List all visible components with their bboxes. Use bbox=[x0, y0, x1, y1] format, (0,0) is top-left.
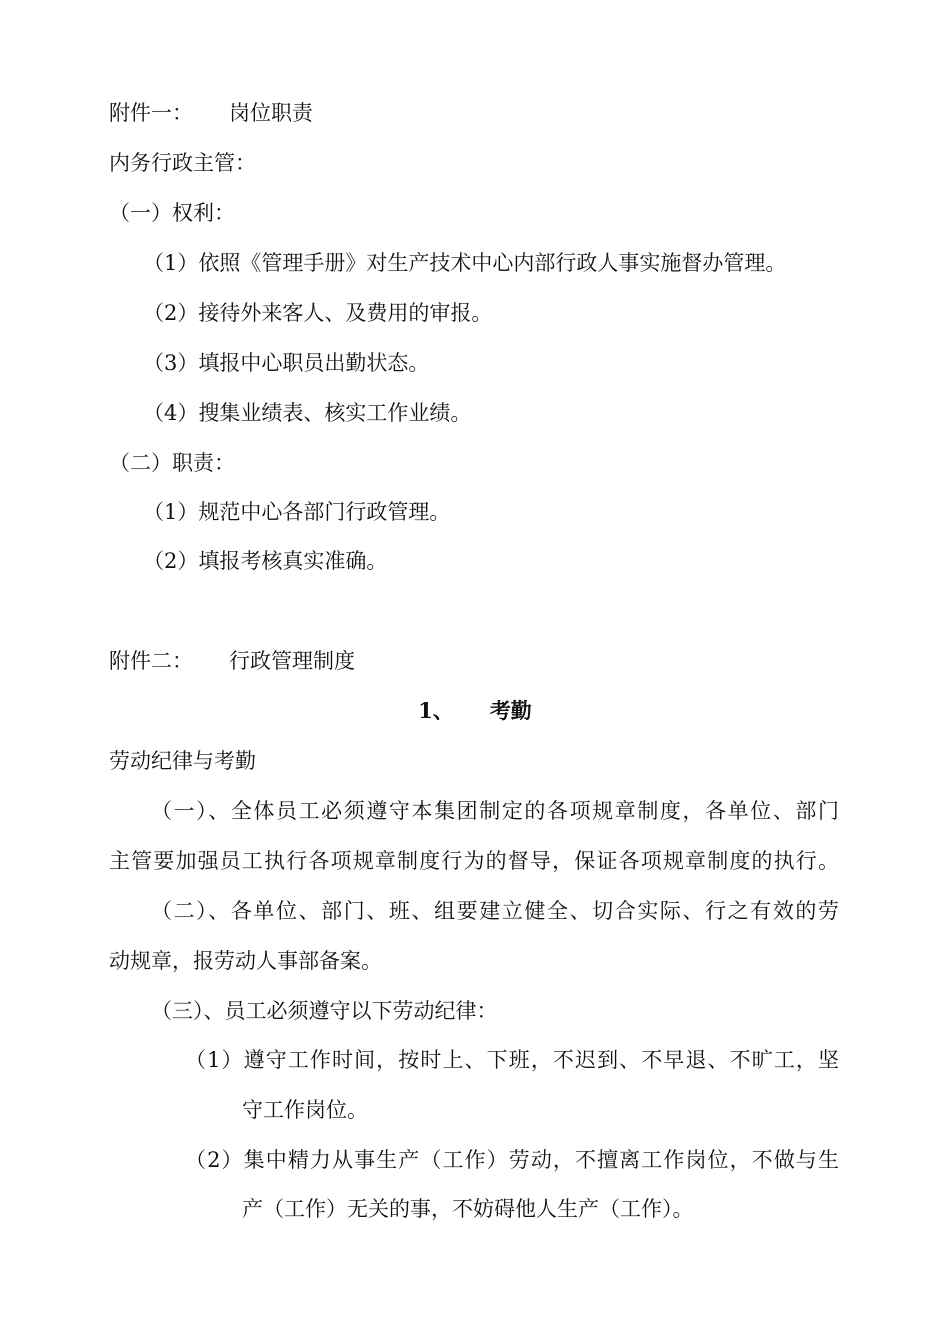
paragraph-2-line-1: （二）、各单位、部门、班、组要建立健全、切合实际、行之有效的劳 bbox=[151, 899, 839, 923]
role-title: 内务行政主管： bbox=[109, 151, 256, 175]
paragraph-1-line-1: （一）、全体员工必须遵守本集团制定的各项规章制度，各单位、部门 bbox=[151, 799, 839, 823]
attachment1-title: 岗位职责 bbox=[229, 101, 313, 125]
paragraph-2-line-2: 动规章，报劳动人事部备案。 bbox=[109, 949, 382, 973]
discipline-item-1-line-1: （1）遵守工作时间，按时上、下班，不迟到、不早退、不旷工，坚 bbox=[185, 1048, 839, 1072]
subheading: 劳动纪律与考勤 bbox=[109, 749, 256, 773]
discipline-item-2-line-1: （2）集中精力从事生产（工作）劳动，不擅离工作岗位，不做与生 bbox=[185, 1148, 839, 1172]
rights-item-3: （3）填报中心职员出勤状态。 bbox=[143, 351, 430, 375]
attachment1-label: 附件一： bbox=[109, 101, 193, 125]
duties-item-1: （1）规范中心各部门行政管理。 bbox=[143, 500, 451, 524]
discipline-item-2-line-2: 产（工作）无关的事，不妨碍他人生产（工作）。 bbox=[242, 1197, 694, 1221]
rights-item-1: （1）依照《管理手册》对生产技术中心内部行政人事实施督办管理。 bbox=[143, 251, 787, 275]
duties-heading: （二）职责： bbox=[109, 451, 235, 475]
attachment2-title: 行政管理制度 bbox=[229, 649, 355, 673]
section-number: 1、 bbox=[418, 698, 454, 723]
attachment2-label: 附件二： bbox=[109, 649, 193, 673]
attachment2-heading bbox=[109, 646, 355, 676]
paragraph-1-line-2: 主管要加强员工执行各项规章制度行为的督导，保证各项规章制度的执行。 bbox=[109, 849, 839, 873]
rights-item-4: （4）搜集业绩表、核实工作业绩。 bbox=[143, 401, 472, 425]
paragraph-3: （三）、员工必须遵守以下劳动纪律： bbox=[151, 999, 498, 1023]
section-title-text: 考勤 bbox=[489, 698, 532, 723]
section-title bbox=[0, 696, 950, 726]
rights-heading: （一）权利： bbox=[109, 201, 235, 225]
rights-item-2: （2）接待外来客人、及费用的审报。 bbox=[143, 301, 493, 325]
duties-item-2: （2）填报考核真实准确。 bbox=[143, 549, 388, 573]
attachment1-heading bbox=[109, 98, 313, 128]
discipline-item-1-line-2: 守工作岗位。 bbox=[242, 1098, 368, 1122]
